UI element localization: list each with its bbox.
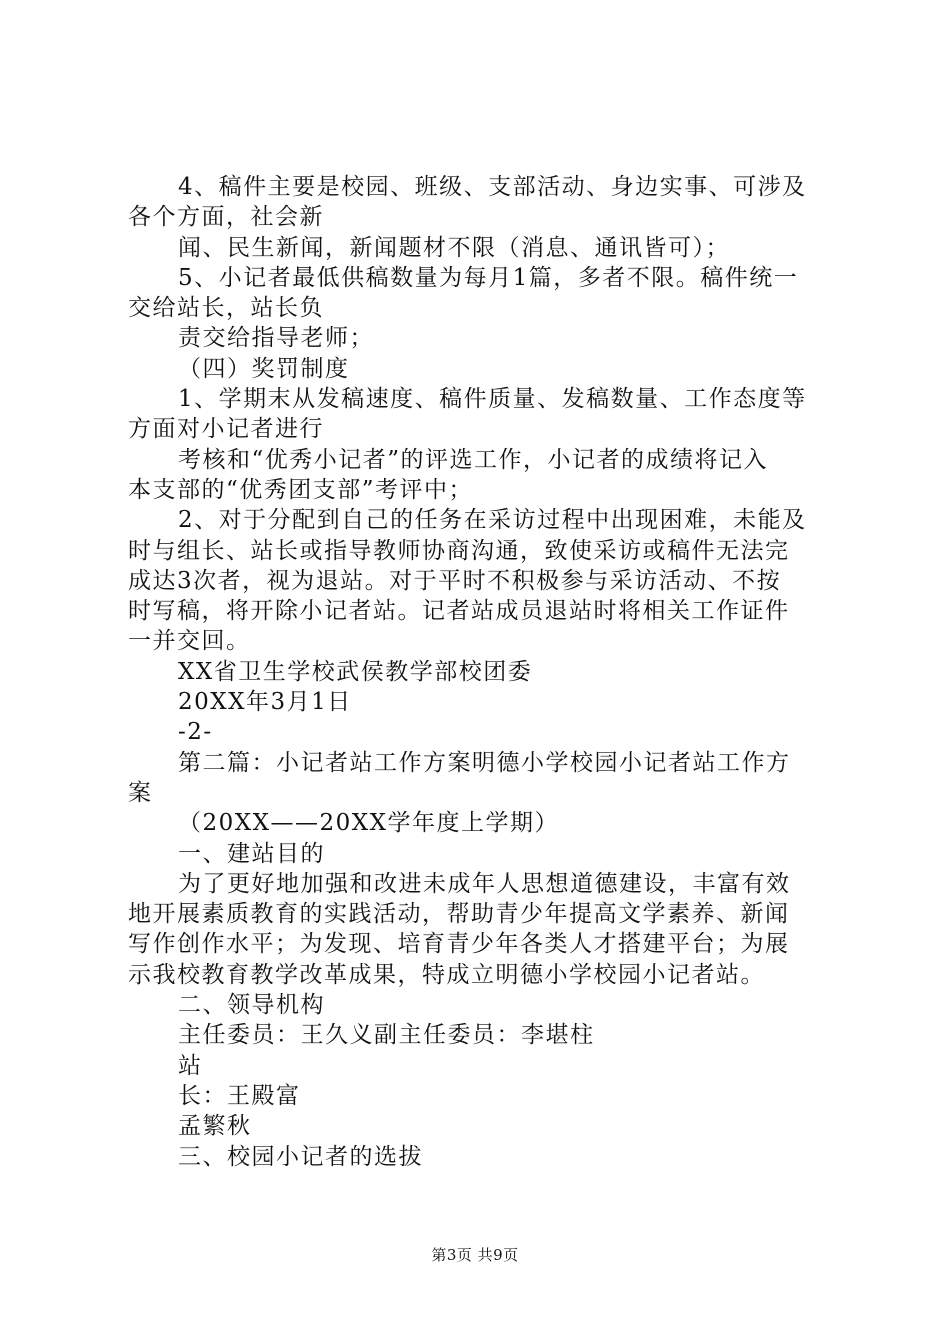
text-line: （20XX——20XX学年度上学期） (178, 810, 560, 837)
text-line: 一并交回。 (128, 628, 251, 655)
text-line: -2- (178, 719, 213, 746)
text-line: 本支部的“优秀团支部”考评中； (128, 476, 474, 503)
text-line: 闻、民生新闻，新闻题材不限（消息、通讯皆可）； (178, 234, 730, 261)
text-line: 孟繁秋 (178, 1113, 252, 1140)
text-line: 地开展素质教育的实践活动，帮助青少年提高文学素养、新闻 (128, 901, 790, 928)
text-line: 5、小记者最低供稿数量为每月1篇，多者不限。稿件统一 (178, 264, 799, 291)
text-line: 写作创作水平；为发现、培育青少年各类人才搭建平台；为展 (128, 931, 790, 958)
text-line: 站 (178, 1052, 203, 1079)
text-line: （四）奖罚制度 (178, 355, 350, 382)
text-line: 成达3次者，视为退站。对于平时不积极参与采访活动、不按 (128, 567, 782, 594)
text-line: 为了更好地加强和改进未成年人思想道德建设，丰富有效 (178, 870, 791, 897)
text-line: 4、稿件主要是校园、班级、支部活动、身边实事、可涉及 (178, 174, 807, 200)
text-line: 案 (128, 779, 153, 806)
document-body (128, 172, 832, 1172)
text-line: 二、领导机构 (178, 992, 325, 1019)
text-line: 一、建站目的 (178, 840, 325, 867)
text-line: 责交给指导老师； (178, 325, 374, 352)
text-line: 第二篇：小记者站工作方案明德小学校园小记者站工作方 (178, 749, 791, 776)
text-line: 2、对于分配到自己的任务在采访过程中出现困难，未能及 (178, 507, 807, 534)
text-line: 方面对小记者进行 (128, 416, 324, 443)
text-line: 示我校教育教学改革成果，特成立明德小学校园小记者站。 (128, 961, 765, 988)
text-line: 主任委员：王久义副主任委员：李堪柱 (178, 1022, 595, 1049)
text-line: 三、校园小记者的选拔 (178, 1143, 423, 1170)
text-line: XX省卫生学校武侯教学部校团委 (178, 658, 533, 685)
text-line: 时写稿，将开除小记者站。记者站成员退站时将相关工作证件 (128, 598, 790, 625)
text-line: 时与组长、站长或指导教师协商沟通，致使采访或稿件无法完 (128, 537, 790, 564)
text-line: 长：王殿富 (178, 1082, 301, 1109)
text-line: 1、学期末从发稿速度、稿件质量、发稿数量、工作态度等 (178, 386, 807, 413)
text-line: 交给站长，站长负 (128, 295, 324, 322)
text-line: 20XX年3月1日 (178, 689, 352, 716)
page-footer: 第3页 共9页 (431, 1246, 519, 1264)
text-line: 考核和“优秀小记者”的评选工作，小记者的成绩将记入 (178, 446, 769, 473)
text-line: 各个方面，社会新 (128, 204, 324, 231)
